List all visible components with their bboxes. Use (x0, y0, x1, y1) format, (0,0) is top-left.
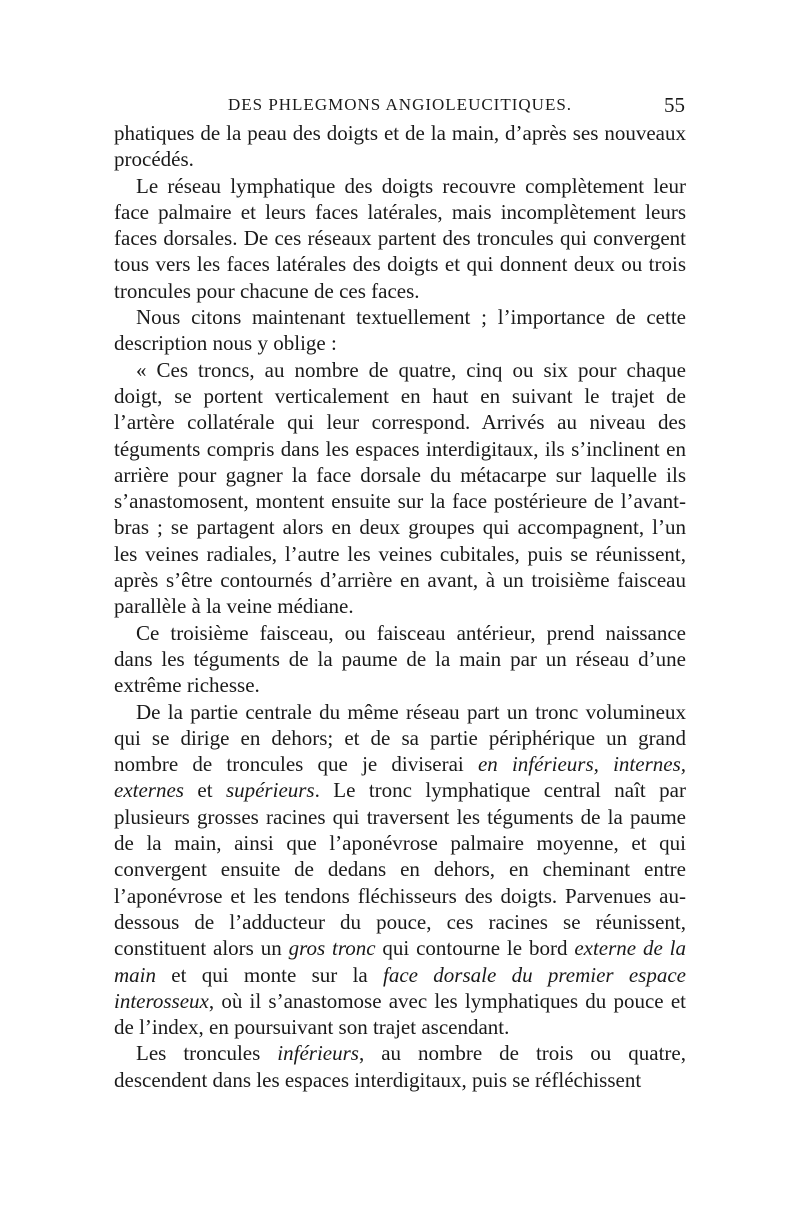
text-run: Ce troisième faisceau, ou faisceau antérieur, prend naissance dans les téguments de la paume de la main par un réseau d’une extrême richesse. (114, 620, 686, 698)
italic-text-run: gros tronc (288, 936, 376, 961)
text-run: Nous citons maintenant textuellement ; l’importance de cette description nous y oblige : (114, 305, 686, 356)
text-run: phatiques de la peau des doigts et de la main, d’après ses nouveaux procédés. (114, 121, 686, 172)
paragraph (114, 304, 686, 357)
italic-text-run: supérieurs (225, 778, 315, 803)
italic-text-run: inférieurs (277, 1041, 359, 1066)
paragraph (114, 620, 686, 699)
text-run: et qui monte sur la (156, 962, 384, 987)
italic-text-run: face dorsale du premier espace interosseux (114, 962, 686, 1013)
paragraph (114, 173, 686, 304)
running-head (115, 95, 685, 119)
page-number: 55 (664, 93, 685, 117)
paragraph (114, 699, 686, 1041)
paragraph (114, 357, 686, 620)
paragraph (114, 1040, 686, 1093)
running-title: DES PHLEGMONS ANGIOLEUCITIQUES. (227, 95, 573, 114)
body-text (114, 120, 686, 1093)
text-run: Le réseau lymphatique des doigts recouvre complètement leur face palmaire et leurs faces latérales, mais incomplètement leurs faces dorsales. De ces réseaux partent des troncules qui convergent tous vers les faces latérales des doigts et qui donnent deux ou trois troncules pour chacune de ces faces. (114, 173, 686, 303)
text-run: et (183, 778, 226, 803)
italic-text-run: externe de la main (114, 936, 686, 987)
italic-text-run: en inférieurs, internes, externes (114, 752, 686, 803)
text-run: , où il s’anastomose avec les lymphatiques du pouce et de l’index, en poursuivant son trajet ascendant. (114, 988, 686, 1040)
text-run: De la partie centrale du même réseau part un tronc volumineux qui se dirige en dehors; et de sa partie périphérique un grand nombre de troncules que je diviserai (114, 699, 686, 777)
text-run: , au nombre de trois ou quatre, descendent dans les espaces interdigitaux, puis se réfléchissent (114, 1041, 686, 1092)
text-run: . Le tronc lymphatique central naît par plusieurs grosses racines qui traversent les téguments de la paume de la main, ainsi que l’aponévrose palmaire moyenne, et qui convergent ensuite de dedans en dehors, en cheminant entre l’aponévrose et les tendons fléchisseurs des doigts. Parvenues au-dessous de l’adducteur du pouce, ces racines se réunissent, constituent alors un (114, 778, 686, 961)
text-run: Les troncules (136, 1041, 278, 1066)
text-run: qui contourne le bord (375, 936, 575, 961)
text-run: « Ces troncs, au nombre de quatre, cinq ou six pour chaque doigt, se portent verticalement en haut en suivant le trajet de l’artère collatérale qui leur correspond. Arrivés au niveau des téguments compris dans les espaces interdigitaux, ils s’inclinent en arrière pour gagner la face dorsale du métacarpe sur laquelle ils s’anastomosent, montent ensuite sur la face postérieure de l’avant-bras ; se partagent alors en deux groupes qui accompagnent, l’un les veines radiales, l’autre les veines cubitales, puis se réunissent, après s’être contournés d’arrière en avant, à un troisième faisceau parallèle à la veine médiane. (114, 357, 686, 619)
paragraph (114, 120, 686, 173)
